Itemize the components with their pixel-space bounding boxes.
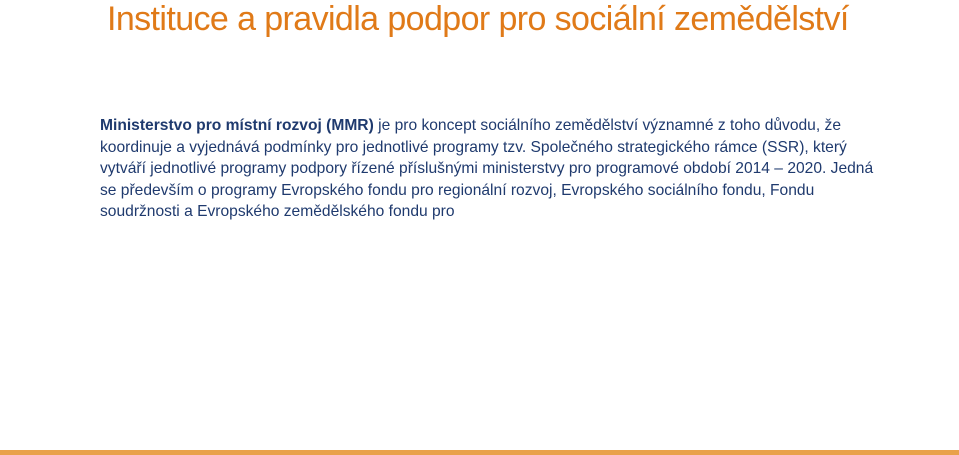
slide-title: Instituce a pravidla podpor pro sociální zemědělství: [107, 0, 849, 38]
body-bold-lead: Ministerstvo pro místní rozvoj (MMR): [100, 117, 374, 134]
body-text: je pro koncept sociálního zemědělství významné z toho důvodu, že koordinuje a vyjednává podmínky pro jednotlivé programy tzv. Společného strategického rámce (SSR), který vytváří jednotlivé programy podpory řízené příslušnými ministerstvy pro programové období 2014 – 2020. Jedná se především o programy Evropského fondu pro regionální rozvoj, Evropského sociálního fondu, Fondu soudržnosti a Evropského zemědělského fondu pro: [100, 117, 874, 220]
bottom-accent-bar: [0, 450, 959, 455]
slide-body-paragraph: [100, 115, 880, 223]
